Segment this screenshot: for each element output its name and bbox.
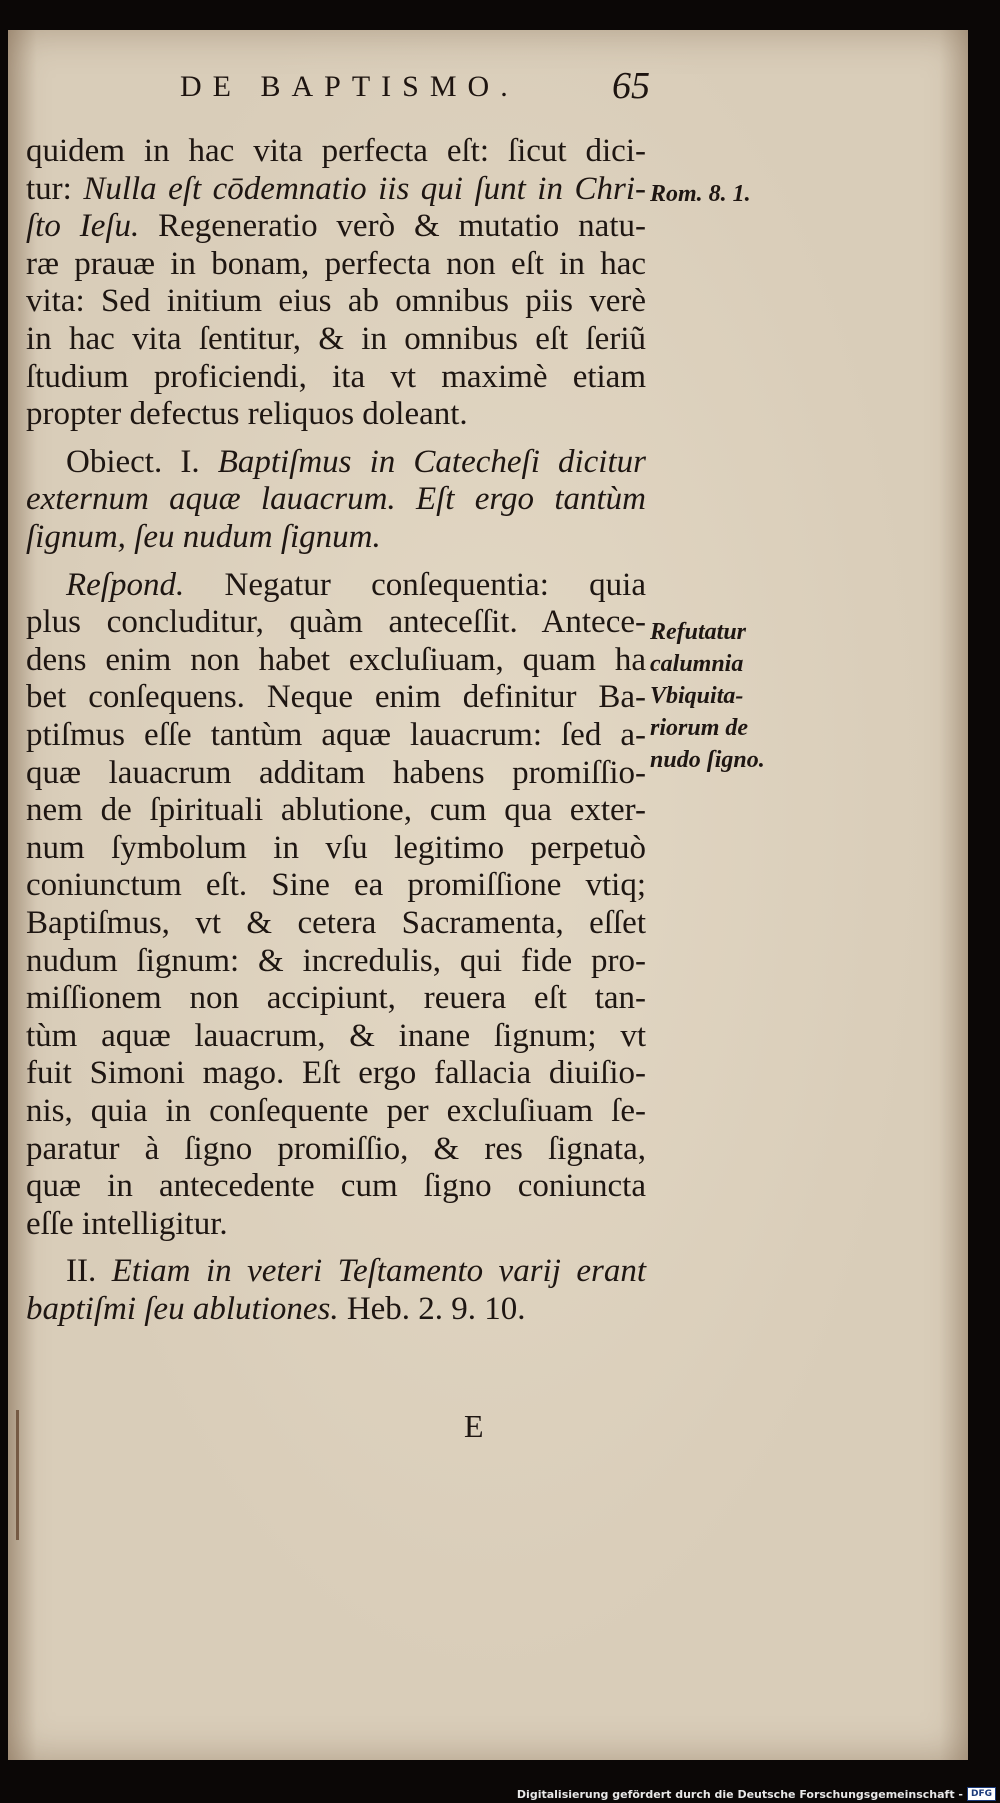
text-line bbox=[26, 282, 646, 320]
roman-segment: fuit Simoni mago. Eſt ergo fallacia diuiſio- bbox=[26, 1055, 646, 1091]
text-line bbox=[26, 754, 646, 792]
roman-segment: coniunctum eſt. Sine ea promiſſione vtiq; bbox=[26, 867, 646, 903]
roman-segment: quæ in antecedente cum ſigno coniuncta bbox=[26, 1168, 646, 1204]
italic-segment: baptiſmi ſeu ablutiones. bbox=[26, 1291, 339, 1327]
text-line bbox=[26, 1130, 646, 1168]
margin-note-line: calumnia bbox=[650, 651, 744, 677]
text-line bbox=[26, 132, 646, 170]
margin-note-line: Rom. 8. 1. bbox=[650, 181, 751, 207]
text-line bbox=[26, 904, 646, 942]
roman-segment: miſſionem non accipiunt, reuera eſt tan- bbox=[26, 980, 646, 1016]
italic-segment: Baptiſmus in Catecheſi dicitur bbox=[217, 444, 646, 480]
roman-segment: quæ lauacrum additam habens promiſſio- bbox=[26, 755, 646, 791]
roman-segment: num ſymbolum in vſu legitimo perpetuò bbox=[26, 830, 646, 866]
credit-text: Digitalisierung gefördert durch die Deutsche Forschungsgemeinschaft - bbox=[516, 1787, 963, 1801]
italic-segment: Reſpond. bbox=[66, 567, 185, 603]
roman-segment: Regeneratio verò & mutatio natu- bbox=[139, 208, 646, 244]
roman-segment: Negatur conſequentia: quia bbox=[184, 567, 646, 603]
text-line bbox=[26, 518, 646, 556]
margin-note-line: Refutatur bbox=[650, 619, 747, 645]
text-line bbox=[26, 1167, 646, 1205]
text-line bbox=[26, 678, 646, 716]
roman-segment: nudum ſignum: & incredulis, qui fide pro- bbox=[26, 943, 646, 979]
text-line bbox=[26, 1205, 646, 1243]
roman-segment: Baptiſmus, vt & cetera Sacramenta, eſſet bbox=[26, 905, 646, 941]
italic-segment: externum aquæ lauacrum. Eſt ergo tantùm bbox=[26, 481, 646, 517]
roman-segment: nem de ſpirituali ablutione, cum qua exter- bbox=[26, 792, 646, 828]
italic-segment: Nulla eſt cōdemnatio iis qui ſunt in Chri- bbox=[83, 171, 646, 207]
text-line bbox=[66, 443, 646, 481]
text-line bbox=[26, 1054, 646, 1092]
text-line bbox=[26, 480, 646, 518]
roman-segment: plus concluditur, quàm anteceſſit. Antece- bbox=[26, 604, 646, 640]
margin-note-line: riorum de bbox=[650, 715, 749, 741]
dfg-logo: DFG bbox=[967, 1787, 996, 1801]
text-line bbox=[26, 207, 646, 245]
italic-segment: ſto Ieſu. bbox=[26, 208, 140, 244]
margin-note-line: nudo ſigno. bbox=[650, 747, 765, 773]
roman-segment: paratur à ſigno promiſſio, & res ſignata, bbox=[26, 1131, 646, 1167]
roman-segment: ræ prauæ in bonam, perfecta non eſt in hac bbox=[26, 246, 646, 282]
roman-segment: dens enim non habet excluſiuam, quam ha bbox=[26, 642, 646, 678]
margin-note-line: Vbiquita- bbox=[650, 683, 744, 709]
roman-segment: eſſe intelligitur. bbox=[26, 1206, 228, 1242]
text-line bbox=[26, 170, 646, 208]
roman-segment: ſtudium proficiendi, ita vt maximè etiam bbox=[26, 359, 646, 395]
signature-mark: E bbox=[464, 1408, 484, 1444]
digitization-credit bbox=[517, 1787, 996, 1801]
roman-segment: bet conſequens. Neque enim definitur Ba- bbox=[26, 679, 646, 715]
text-line bbox=[26, 942, 646, 980]
text-line bbox=[26, 603, 646, 641]
text-line bbox=[66, 1252, 646, 1290]
text-line bbox=[26, 320, 646, 358]
roman-segment: ptiſmus eſſe tantùm aquæ lauacrum: ſed a- bbox=[26, 717, 646, 753]
text-line bbox=[26, 1092, 646, 1130]
roman-segment: nis, quia in conſequente per excluſiuam ſe- bbox=[26, 1093, 646, 1129]
text-line bbox=[26, 979, 646, 1017]
roman-segment: tùm aquæ lauacrum, & inane ſignum; vt bbox=[26, 1018, 646, 1054]
text-line bbox=[26, 641, 646, 679]
text-line bbox=[26, 791, 646, 829]
roman-segment: vita: Sed initium eius ab omnibus piis verè bbox=[26, 283, 646, 319]
italic-segment: ſignum, ſeu nudum ſignum. bbox=[26, 519, 381, 555]
page-edge-mark bbox=[16, 1410, 19, 1540]
text-line bbox=[26, 1017, 646, 1055]
page-number: 65 bbox=[612, 65, 650, 107]
roman-segment: II. bbox=[66, 1253, 112, 1289]
roman-segment: in hac vita ſentitur, & in omnibus eſt ſeriũ bbox=[26, 321, 646, 357]
roman-segment: quidem in hac vita perfecta eſt: ſicut dici- bbox=[26, 133, 646, 169]
text-line bbox=[26, 1290, 646, 1328]
text-line bbox=[26, 866, 646, 904]
roman-segment: Obiect. I. bbox=[66, 444, 218, 480]
roman-segment: tur: bbox=[26, 171, 84, 207]
text-line bbox=[26, 829, 646, 867]
text-line bbox=[26, 358, 646, 396]
italic-segment: Etiam in veteri Teſtamento varij erant bbox=[111, 1253, 646, 1289]
text-line bbox=[26, 716, 646, 754]
roman-segment: Heb. 2. 9. 10. bbox=[338, 1291, 526, 1327]
text-line bbox=[26, 395, 646, 433]
roman-segment: propter defectus reliquos doleant. bbox=[26, 396, 468, 432]
text-line bbox=[26, 245, 646, 283]
running-title: DE BAPTISMO. bbox=[180, 70, 519, 103]
text-line bbox=[66, 566, 646, 604]
